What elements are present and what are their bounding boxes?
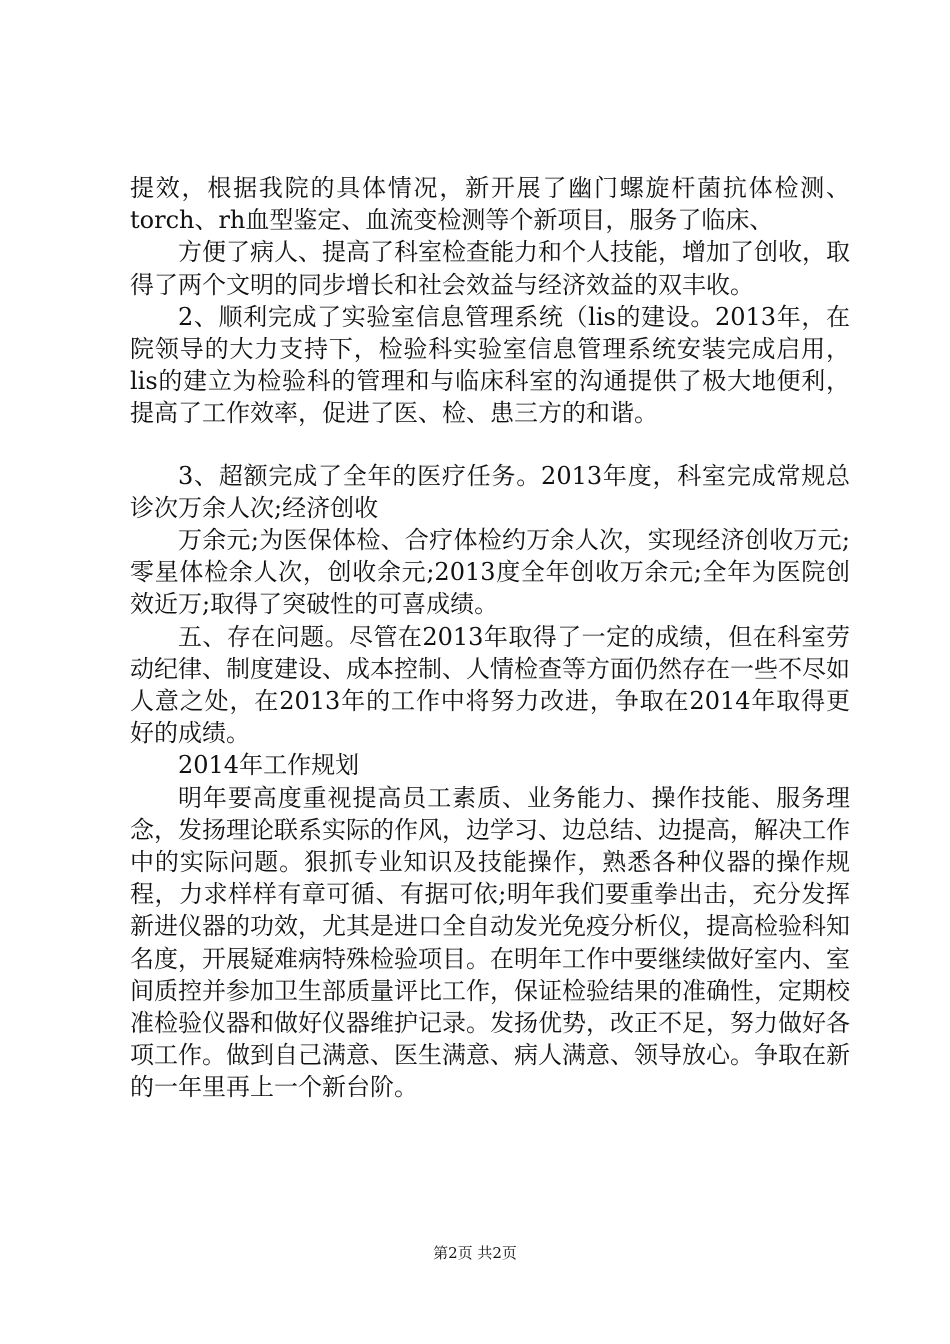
document-body: [130, 172, 850, 1104]
paragraph-gap: [130, 430, 850, 460]
paragraph-7: 明年要高度重视提高员工素质、业务能力、操作技能、服务理念，发扬理论联系实际的作风，边学习、边总结、边提高，解决工作中的实际问题。狠抓专业知识及技能操作，熟悉各种仪器的操作规程，力求样样有章可循、有据可依;明年我们要重拳出击，充分发挥新进仪器的功效，尤其是进口全自动发光免疫分析仪，提高检验科知名度，开展疑难病特殊检验项目。在明年工作中要继续做好室内、室间质控并参加卫生部质量评比工作，保证检验结果的准确性，定期校准检验仪器和做好仪器维护记录。发扬优势，改正不足，努力做好各项工作。做到自己满意、医生满意、病人满意、领导放心。争取在新的一年里再上一个新台阶。: [130, 783, 850, 1102]
paragraph-5: 万余元;为医保体检、合疗体检约万余人次，实现经济创收万元;零星体检余人次，创收余元;2013度全年创收万余元;全年为医院创效近万;取得了突破性的可喜成绩。: [130, 526, 850, 619]
paragraph-4: 3、超额完成了全年的医疗任务。2013年度，科室完成常规总诊次万余人次;经济创收: [130, 461, 850, 522]
paragraph-2: 方便了病人、提高了科室检查能力和个人技能，增加了创收，取得了两个文明的同步增长和社会效益与经济效益的双丰收。: [130, 238, 850, 299]
paragraph-6: 五、存在问题。尽管在2013年取得了一定的成绩，但在科室劳动纪律、制度建设、成本控制、人情检查等方面仍然存在一些不尽如人意之处，在2013年的工作中将努力改进，争取在2014年取得更好的成绩。: [130, 622, 850, 748]
paragraph-3: 2、顺利完成了实验室信息管理系统（lis的建设。2013年，在院领导的大力支持下，检验科实验室信息管理系统安装完成启用，lis的建立为检验科的管理和与临床科室的沟通提供了极大地便利，提高了工作效率，促进了医、检、患三方的和谐。: [130, 302, 850, 428]
section-heading-2014-plan: 2014年工作规划: [178, 751, 360, 780]
page-footer: 第2页 共2页: [433, 1244, 517, 1262]
paragraph-1: 提效，根据我院的具体情况，新开展了幽门螺旋杆菌抗体检测、torch、rh血型鉴定、血流变检测等个新项目，服务了临床、: [130, 174, 850, 235]
